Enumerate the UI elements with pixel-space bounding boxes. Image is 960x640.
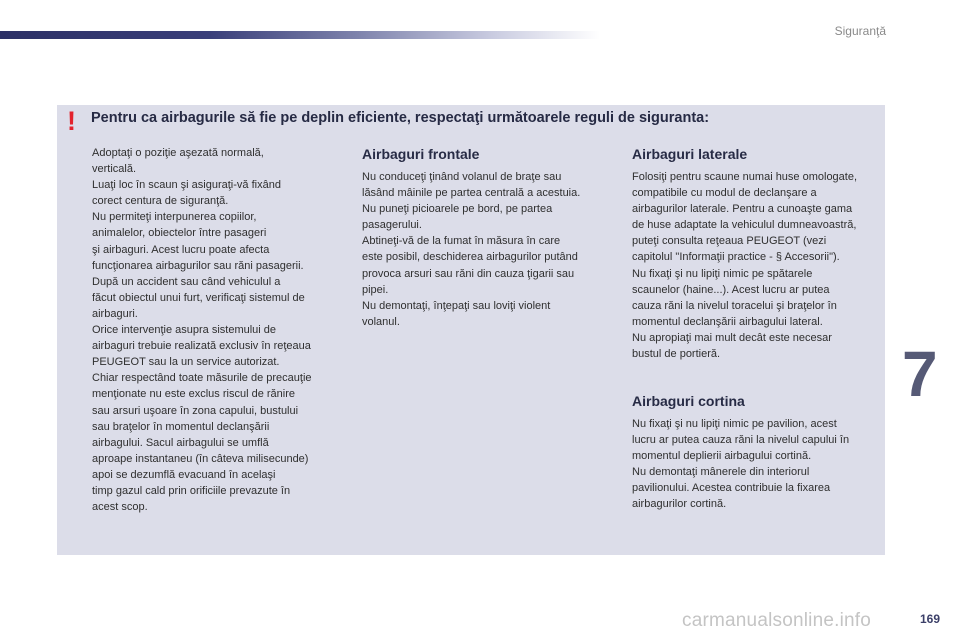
header-gradient-bar — [0, 31, 600, 39]
text-line: lucru ar putea cauza răni la nivelul capului în — [632, 434, 850, 447]
text-line: Nu puneţi picioarele pe bord, pe partea — [362, 203, 553, 216]
text-line: Nu fixaţi şi nu lipiţi nimic pe spătarele — [632, 267, 813, 280]
text-line: Nu fixaţi şi nu lipiţi nimic pe pavilion, acest — [632, 418, 837, 430]
text-line: PEUGEOT sau la un service autorizat. — [92, 356, 280, 369]
text-line: airbaguri. — [92, 307, 138, 320]
text-line: este posibil, deschiderea airbagurilor putând — [362, 251, 578, 264]
text-line: cauza răni la nivelul toracelui şi braţelor în — [632, 299, 837, 312]
text-line: provoca arsuri sau răni din cauza ţigarii sau — [362, 267, 575, 280]
text-line: funcţionarea airbagurilor sau răni pasagerii. — [92, 259, 304, 272]
text-line: pipei. — [362, 283, 389, 296]
section-title: Siguranţă — [834, 24, 886, 38]
text-line: puteţi consulta reţeaua PEUGEOT (vezi — [632, 235, 827, 248]
frontal-airbags-text — [362, 169, 620, 330]
frontal-airbags-heading: Airbaguri frontale — [362, 146, 480, 162]
text-line: verticală. — [92, 163, 137, 176]
side-airbags-text — [632, 169, 882, 362]
text-line: făcut obiectul unui furt, verificaţi sistemul de — [92, 291, 305, 304]
text-line: Orice intervenţie asupra sistemului de — [92, 324, 277, 337]
text-line: Nu demontaţi mânerele din interiorul — [632, 466, 810, 479]
text-line: volanul. — [362, 315, 400, 328]
watermark: carmanualsonline.info — [682, 610, 872, 631]
text-line: compatibile cu modul de declanşare a — [632, 187, 817, 200]
text-line: animalelor, obiectelor între pasageri — [92, 227, 267, 240]
text-line: Adoptaţi o poziţie aşezată normală, — [92, 147, 264, 159]
text-line: menţionate nu este exclus riscul de rănire — [92, 388, 295, 401]
exclamation-icon: ! — [67, 106, 76, 136]
curtain-airbags-text — [632, 416, 882, 513]
text-line: aproape instantaneu (în câteva milisecunde) — [92, 452, 309, 465]
text-line: apoi se dezumflă evacuand în acelaşi — [92, 468, 276, 481]
text-line: lăsând mâinile pe partea centrală a acestuia. — [362, 187, 581, 200]
warning-headline: Pentru ca airbagurile să fie pe deplin eficiente, respectaţi următoarele reguli de siguranta: — [91, 110, 710, 126]
text-line: Chiar respectând toate măsurile de precauţie — [92, 372, 312, 385]
text-line: pavilionului. Acestea contribuie la fixarea — [632, 482, 831, 495]
text-line: Nu permiteţi interpunerea copiilor, — [92, 211, 257, 224]
text-line: momentul declanşării airbagului lateral. — [632, 315, 823, 328]
text-line: corect centura de siguranţă. — [92, 195, 229, 208]
text-line: Nu conduceţi ţinând volanul de braţe sau — [362, 171, 562, 183]
text-line: şi airbaguri. Acest lucru poate afecta — [92, 243, 270, 256]
text-line: După un accident sau când vehiculul a — [92, 275, 281, 288]
text-line: sau braţelor în momentul declanşării — [92, 420, 270, 433]
text-line: bustul de portieră. — [632, 348, 721, 361]
text-line: capitolul "Informaţii practice - § Accesorii"). — [632, 251, 840, 264]
text-line: momentul deplierii airbagului cortină. — [632, 450, 812, 463]
text-line: scaunelor (haine...). Acest lucru ar putea — [632, 283, 830, 296]
text-line: Nu apropiaţi mai mult decât este necesar — [632, 331, 832, 344]
text-line: Nu demontaţi, înţepaţi sau loviţi violent — [362, 299, 551, 312]
text-line: airbagurilor cortină. — [632, 498, 727, 511]
text-line: timp gazul cald prin orificiile prevazute în — [92, 484, 291, 497]
text-line: acest scop. — [92, 501, 148, 514]
page-number: 169 — [919, 612, 940, 626]
text-line: Luaţi loc în scaun şi asiguraţi-vă fixând — [92, 179, 281, 192]
text-line: airbaguri trebuie realizată exclusiv în reţeaua — [92, 340, 311, 353]
text-line: airbagului. Sacul airbagului se umflă — [92, 436, 269, 449]
side-airbags-heading: Airbaguri laterale — [632, 146, 748, 162]
general-rules-text — [92, 145, 354, 515]
chapter-number: 7 — [902, 338, 938, 410]
text-line: de huse adaptate la vehiculul dumneavoastră, — [632, 219, 857, 232]
text-line: sau arsuri uşoare în zona capului, bustului — [92, 404, 299, 417]
text-line: airbagurilor laterale. Pentru a cunoaşte gama — [632, 203, 853, 216]
text-line: pasagerului. — [362, 219, 422, 232]
text-line: Folosiţi pentru scaune numai huse omologate, — [632, 171, 858, 183]
text-line: Abtineţi-vă de la fumat în măsura în care — [362, 235, 561, 248]
curtain-airbags-heading: Airbaguri cortina — [632, 393, 745, 409]
